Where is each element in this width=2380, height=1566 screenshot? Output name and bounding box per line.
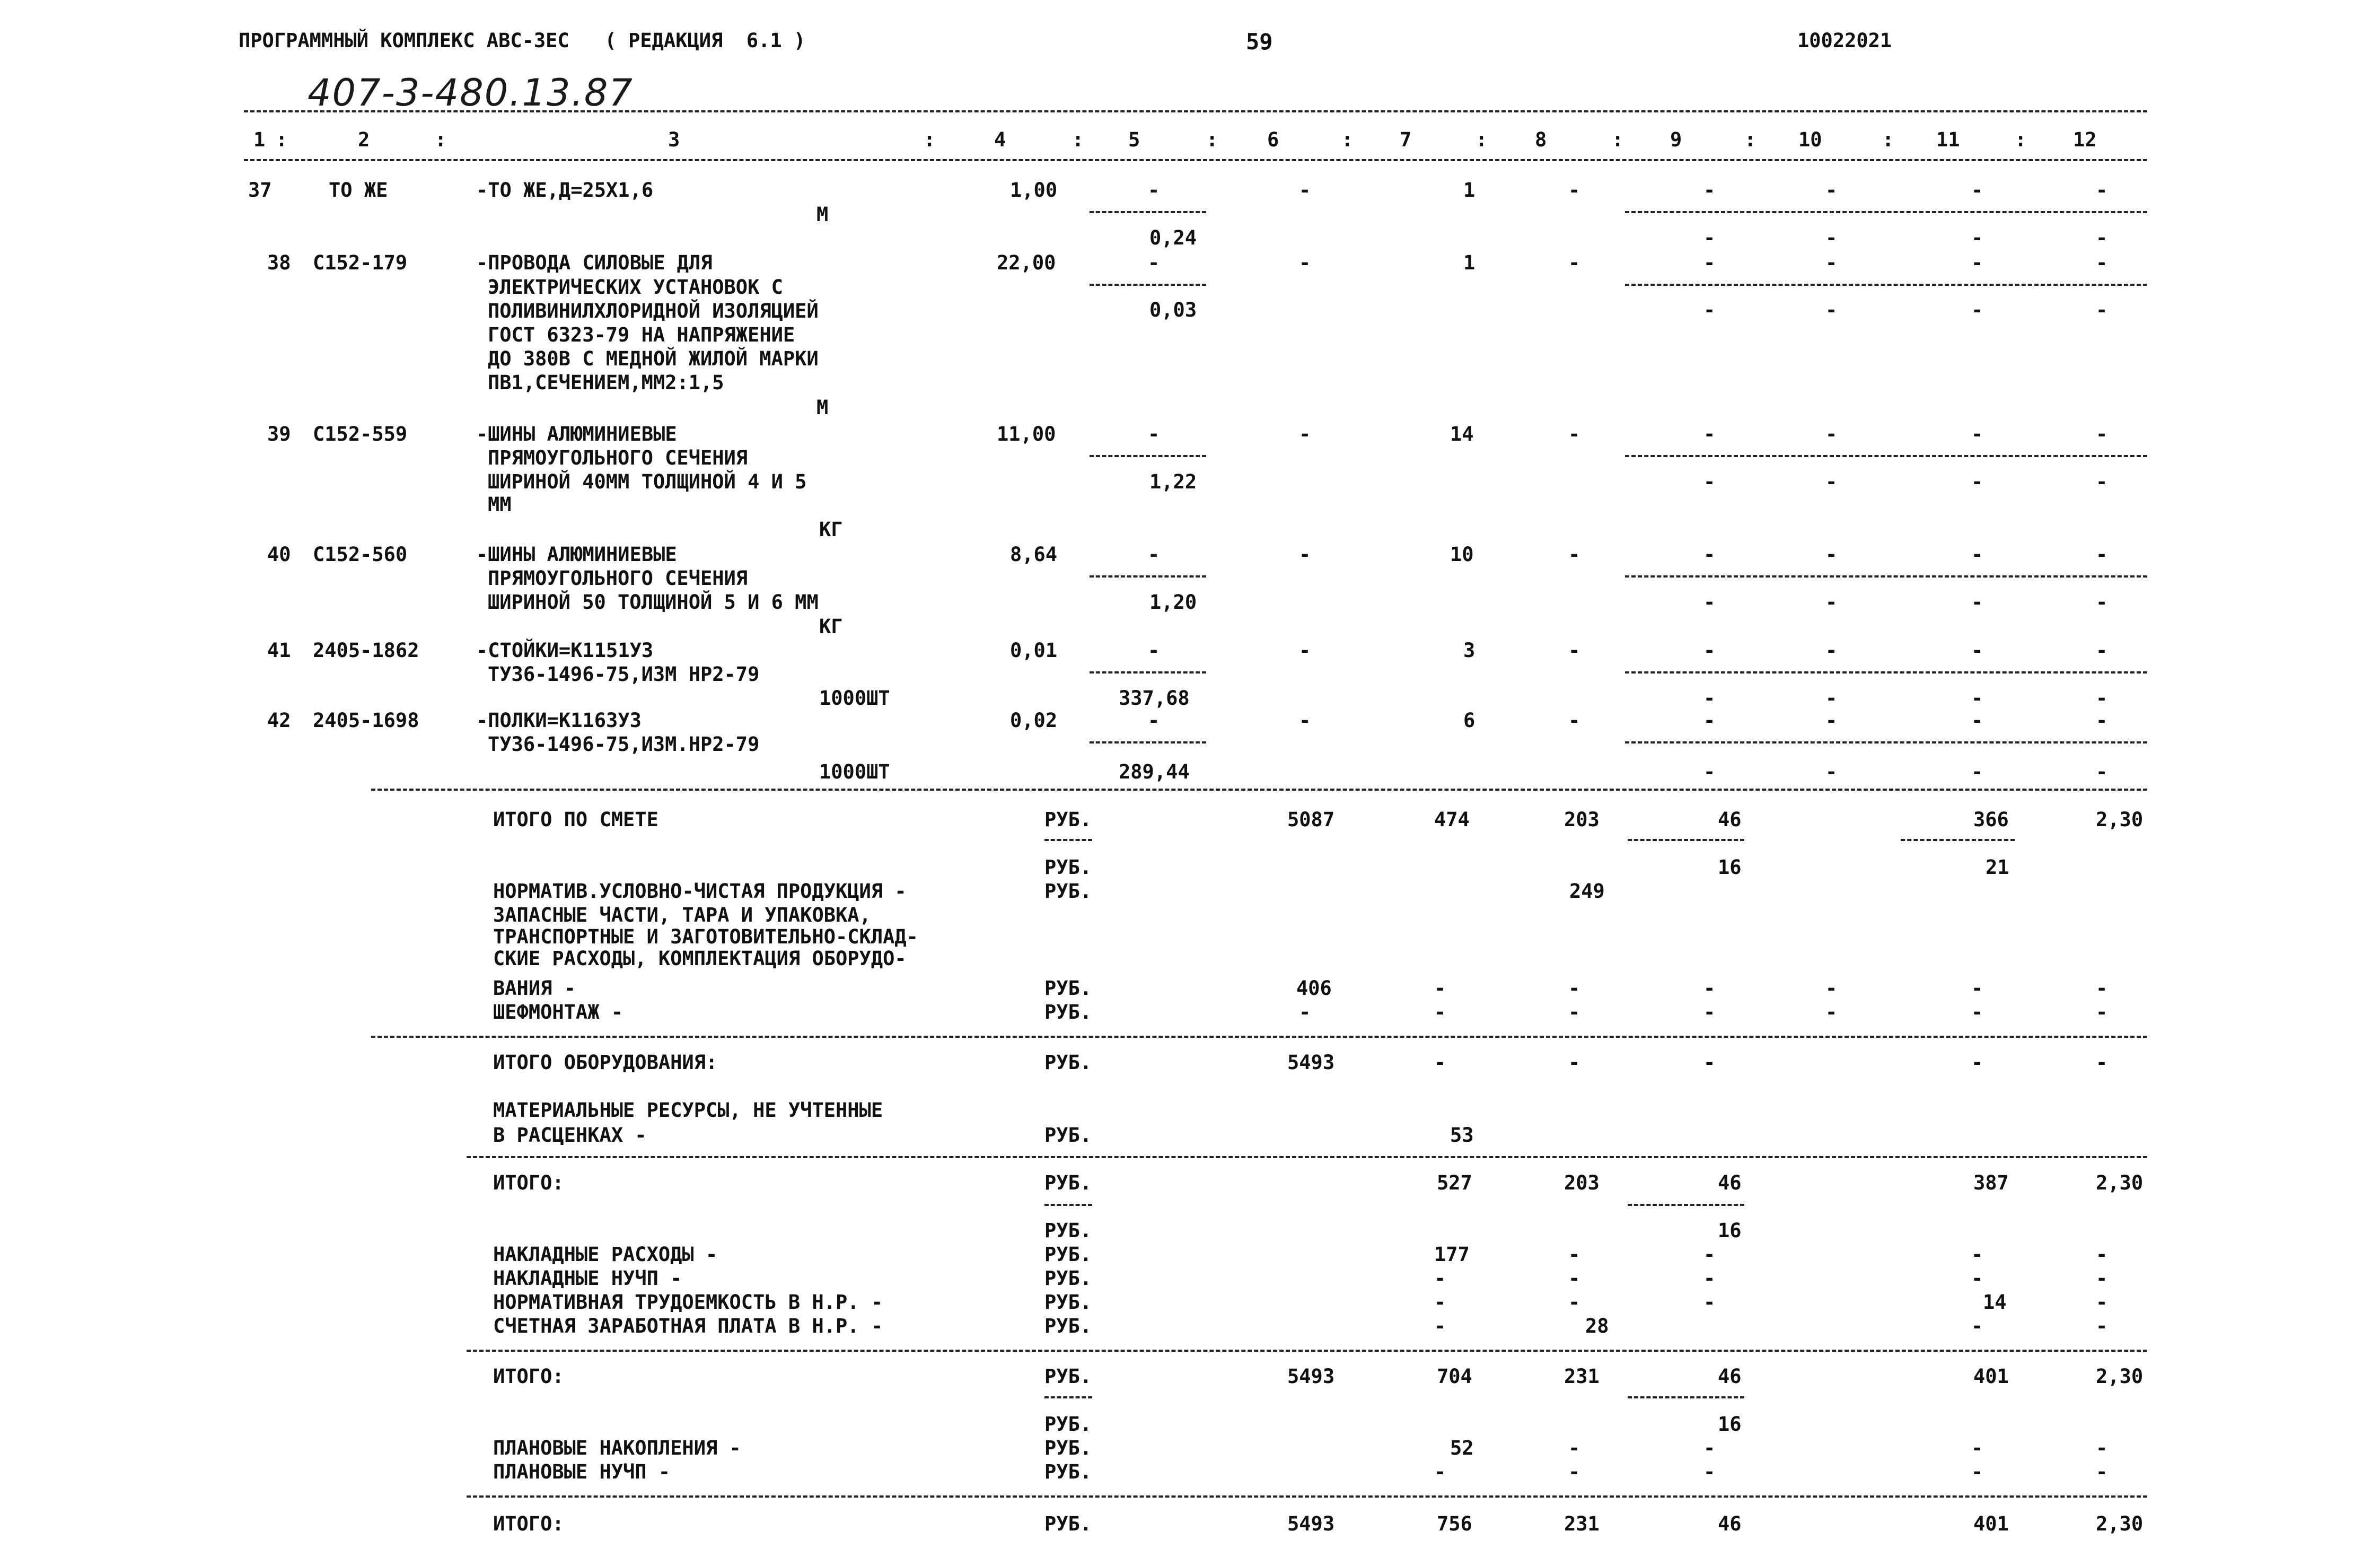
cell-text: 406 — [1296, 977, 1332, 1000]
cell-text: - — [1703, 1051, 1716, 1074]
cell-text: - — [2096, 760, 2108, 783]
cell-text: - — [1971, 179, 1983, 202]
cell-text: 38 — [267, 251, 291, 274]
cell-text: - — [1299, 179, 1311, 202]
cell-text: - — [1568, 1291, 1580, 1314]
cell-text: 16 — [1718, 1413, 1742, 1436]
dashed-divider — [1625, 455, 2147, 457]
cell-text: - — [1971, 299, 1983, 321]
cell-text: 203 — [1564, 1171, 1600, 1194]
cell-text: С152-179 — [313, 251, 408, 274]
cell-text: - — [1971, 591, 1983, 614]
cell-text: - — [1825, 543, 1838, 566]
dashed-divider — [1090, 741, 1206, 743]
cell-text: 756 — [1437, 1512, 1472, 1535]
cell-text: НАКЛАДНЫЕ РАСХОДЫ - — [493, 1243, 718, 1266]
cell-text: 1,22 — [1149, 470, 1197, 493]
cell-text: ВАНИЯ - — [493, 977, 576, 1000]
cell-text: -ПРОВОДА СИЛОВЫЕ ДЛЯ — [476, 251, 713, 274]
cell-text: - — [1703, 423, 1716, 445]
page-number: 59 — [1246, 29, 1273, 55]
cell-text: 1 — [1463, 251, 1476, 274]
cell-text: 22,00 — [997, 251, 1056, 274]
section-rule — [371, 1036, 2147, 1038]
dashed-divider — [1044, 1204, 1092, 1206]
cell-text: - — [2096, 299, 2108, 321]
cell-text: 2405-1698 — [313, 709, 419, 732]
cell-text: 2,30 — [2096, 1171, 2144, 1194]
cell-text: РУБ. — [1044, 1267, 1092, 1290]
cell-text: - — [1148, 543, 1160, 566]
cell-text: - — [1971, 760, 1983, 783]
cell-text: - — [1971, 1243, 1983, 1266]
section-rule — [371, 789, 2147, 791]
cell-text: 21 — [1986, 856, 2009, 879]
handwritten-code: 407-3-480.13.87 — [308, 71, 634, 115]
cell-text: ММ — [488, 493, 512, 516]
cell-text: - — [1825, 299, 1838, 321]
cell-text: - — [2096, 1437, 2108, 1459]
cell-text: - — [1971, 543, 1983, 566]
cell-text: М — [816, 396, 829, 419]
cell-text: 289,44 — [1119, 760, 1190, 783]
cell-text: 0,24 — [1149, 226, 1197, 249]
cell-text: ШИРИНОЙ 40ММ ТОЛЩИНОЙ 4 И 5 — [488, 470, 807, 493]
cell-text: 37 — [248, 179, 272, 202]
dashed-divider — [1628, 839, 1744, 841]
cell-text: - — [1703, 639, 1716, 662]
cell-text: - — [1971, 1460, 1983, 1483]
cell-text: - — [1148, 179, 1160, 202]
cell-text: - — [1825, 709, 1838, 732]
cell-text: - — [1434, 1315, 1446, 1337]
dashed-divider — [1628, 1396, 1744, 1398]
section-rule — [467, 1495, 2147, 1498]
cell-text: - — [1971, 470, 1983, 493]
cell-text: 0,02 — [1010, 709, 1058, 732]
cell-text: - — [1703, 543, 1716, 566]
cell-text: - — [1703, 1460, 1716, 1483]
column-separator: : — [1882, 128, 1894, 151]
cell-text: - — [2096, 1315, 2108, 1337]
cell-text: РУБ. — [1044, 1051, 1092, 1074]
cell-text: - — [1703, 709, 1716, 732]
cell-text: - — [1703, 1267, 1716, 1290]
cell-text: - — [1299, 423, 1311, 445]
cell-text: 1 — [1463, 179, 1476, 202]
cell-text: - — [1568, 1243, 1580, 1266]
cell-text: РУБ. — [1044, 808, 1092, 831]
cell-text: ТО ЖЕ — [329, 179, 388, 202]
cell-text: - — [1703, 1291, 1716, 1314]
cell-text: 16 — [1718, 856, 1742, 879]
cell-text: - — [1148, 251, 1160, 274]
cell-text: - — [1148, 639, 1160, 662]
cell-text: - — [2096, 977, 2108, 1000]
cell-text: - — [1703, 591, 1716, 614]
cell-text: 0,01 — [1010, 639, 1058, 662]
cell-text: - — [1703, 179, 1716, 202]
dashed-divider — [1625, 575, 2147, 578]
dashed-divider — [1625, 741, 2147, 743]
cell-text: - — [1971, 1001, 1983, 1023]
cell-text: - — [1971, 639, 1983, 662]
column-separator: : — [1476, 128, 1488, 151]
cell-text: 39 — [267, 423, 291, 445]
cell-text: 28 — [1585, 1315, 1609, 1337]
cell-text: -ТО ЖЕ,Д=25Х1,6 — [476, 179, 654, 202]
cell-text: - — [1703, 1001, 1716, 1023]
cell-text: В РАСЦЕНКАХ - — [493, 1124, 647, 1147]
dashed-divider — [1625, 211, 2147, 213]
cell-text: - — [1434, 1267, 1446, 1290]
col-header-8: 8 — [1535, 128, 1547, 151]
cell-text: - — [1568, 1267, 1580, 1290]
cell-text: - — [1568, 1460, 1580, 1483]
cell-text: - — [1568, 1437, 1580, 1459]
cell-text: - — [1568, 1001, 1580, 1023]
column-separator: : — [2015, 128, 2027, 151]
cell-text: - — [1299, 1001, 1311, 1023]
cell-text: - — [2096, 639, 2108, 662]
cell-text: 16 — [1718, 1219, 1742, 1242]
cell-text: - — [2096, 1460, 2108, 1483]
dashed-divider — [1628, 1204, 1744, 1206]
cell-text: 14 — [1450, 423, 1474, 445]
cell-text: 8,64 — [1010, 543, 1058, 566]
cell-text: - — [1703, 299, 1716, 321]
cell-text: 1000ШТ — [819, 760, 890, 783]
cell-text: - — [1971, 226, 1983, 249]
cell-text: ИТОГО ОБОРУДОВАНИЯ: — [493, 1051, 718, 1074]
cell-text: - — [1703, 251, 1716, 274]
cell-text: 527 — [1437, 1171, 1472, 1194]
cell-text: - — [1703, 977, 1716, 1000]
cell-text: 41 — [267, 639, 291, 662]
cell-text: С152-560 — [313, 543, 408, 566]
cell-text: 6 — [1463, 709, 1476, 732]
cell-text: ПВ1,СЕЧЕНИЕМ,ММ2:1,5 — [488, 371, 724, 394]
cell-text: СЧЕТНАЯ ЗАРАБОТНАЯ ПЛАТА В Н.Р. - — [493, 1315, 883, 1337]
cell-text: 474 — [1434, 808, 1470, 831]
cell-text: КГ — [819, 615, 843, 638]
cell-text: -ПОЛКИ=К1163У3 — [476, 709, 642, 732]
cell-text: - — [1971, 423, 1983, 445]
cell-text: 10 — [1450, 543, 1474, 566]
dashed-divider — [1090, 211, 1206, 213]
cell-text: - — [1568, 639, 1580, 662]
cell-text: ЗАПАСНЫЕ ЧАСТИ, ТАРА И УПАКОВКА, — [493, 904, 871, 926]
cell-text: - — [2096, 543, 2108, 566]
cell-text: ПРЯМОУГОЛЬНОГО СЕЧЕНИЯ — [488, 567, 748, 590]
cell-text: - — [1568, 1051, 1580, 1074]
cell-text: - — [1703, 760, 1716, 783]
cell-text: С152-559 — [313, 423, 408, 445]
cell-text: -ШИНЫ АЛЮМИНИЕВЫЕ — [476, 423, 677, 445]
table-top-rule — [244, 110, 2147, 112]
cell-text: 704 — [1437, 1365, 1472, 1388]
cell-text: - — [1971, 687, 1983, 710]
cell-text: - — [1434, 1460, 1446, 1483]
cell-text: - — [1971, 977, 1983, 1000]
dashed-divider — [1625, 284, 2147, 286]
cell-text: - — [1825, 470, 1838, 493]
cell-text: РУБ. — [1044, 1437, 1092, 1459]
cell-text: 11,00 — [997, 423, 1056, 445]
cell-text: РУБ. — [1044, 1291, 1092, 1314]
cell-text: 52 — [1450, 1437, 1474, 1459]
column-separator: : — [924, 128, 936, 151]
cell-text: РУБ. — [1044, 1413, 1092, 1436]
dashed-divider — [1090, 455, 1206, 457]
cell-text: 401 — [1973, 1512, 2009, 1535]
section-rule — [467, 1350, 2147, 1352]
cell-text: ЭЛЕКТРИЧЕСКИХ УСТАНОВОК С — [488, 276, 783, 299]
cell-text: - — [1299, 543, 1311, 566]
cell-text: РУБ. — [1044, 1512, 1092, 1535]
document-number: 10022021 — [1797, 29, 1892, 52]
cell-text: 46 — [1718, 1171, 1742, 1194]
cell-text: 366 — [1973, 808, 2009, 831]
cell-text: - — [1825, 251, 1838, 274]
cell-text: ТУ36-1496-75,ИЗМ.НР2-79 — [488, 733, 760, 756]
cell-text: - — [2096, 1051, 2108, 1074]
cell-text: - — [2096, 1291, 2108, 1314]
cell-text: 46 — [1718, 1365, 1742, 1388]
col-header-11: 11 — [1936, 128, 1960, 151]
cell-text: - — [2096, 226, 2108, 249]
cell-text: - — [2096, 709, 2108, 732]
cell-text: 2,30 — [2096, 808, 2144, 831]
cell-text: - — [1971, 1437, 1983, 1459]
col-header-2: 2 — [358, 128, 370, 151]
cell-text: - — [1971, 1315, 1983, 1337]
cell-text: РУБ. — [1044, 1171, 1092, 1194]
col-header-7: 7 — [1400, 128, 1412, 151]
cell-text: - — [1434, 977, 1446, 1000]
section-rule — [467, 1156, 2147, 1158]
cell-text: - — [1825, 760, 1838, 783]
cell-text: 387 — [1973, 1171, 2009, 1194]
cell-text: - — [1703, 687, 1716, 710]
cell-text: - — [1825, 226, 1838, 249]
cell-text: СКИЕ РАСХОДЫ, КОМПЛЕКТАЦИЯ ОБОРУДО- — [493, 947, 907, 970]
column-separator: : — [435, 128, 447, 151]
cell-text: ТУ36-1496-75,ИЗМ НР2-79 — [488, 663, 760, 686]
cell-text: - — [2096, 179, 2108, 202]
cell-text: ИТОГО: — [493, 1171, 564, 1194]
dashed-divider — [1901, 839, 2015, 841]
cell-text: НОРМАТИВ.УСЛОВНО-ЧИСТАЯ ПРОДУКЦИЯ - — [493, 880, 907, 903]
cell-text: - — [1825, 639, 1838, 662]
cell-text: 337,68 — [1119, 687, 1190, 710]
cell-text: - — [1825, 977, 1838, 1000]
col-header-9: 9 — [1670, 128, 1682, 151]
cell-text: - — [1703, 1243, 1716, 1266]
column-separator: : — [1072, 128, 1084, 151]
cell-text: 2,30 — [2096, 1512, 2144, 1535]
col-header-6: 6 — [1267, 128, 1279, 151]
cell-text: 1,00 — [1010, 179, 1058, 202]
cell-text: - — [1434, 1001, 1446, 1023]
cell-text: - — [1971, 1051, 1983, 1074]
cell-text: РУБ. — [1044, 1315, 1092, 1337]
cell-text: НАКЛАДНЫЕ НУЧП - — [493, 1267, 682, 1290]
cell-text: - — [2096, 1001, 2108, 1023]
cell-text: ИТОГО: — [493, 1365, 564, 1388]
cell-text: - — [1299, 709, 1311, 732]
cell-text: - — [1703, 226, 1716, 249]
cell-text: - — [1825, 687, 1838, 710]
cell-text: 1,20 — [1149, 591, 1197, 614]
cell-text: - — [1434, 1051, 1446, 1074]
program-header: ПРОГРАММНЫЙ КОМПЛЕКС АВС-ЗЕС ( РЕДАКЦИЯ 6.1 ) — [239, 29, 806, 52]
cell-text: ДО 380В С МЕДНОЙ ЖИЛОЙ МАРКИ — [488, 347, 819, 370]
cell-text: ИТОГО ПО СМЕТЕ — [493, 808, 658, 831]
cell-text: 1000ШТ — [819, 687, 890, 710]
cell-text: ШЕФМОНТАЖ - — [493, 1001, 623, 1023]
cell-text: ШИРИНОЙ 50 ТОЛЩИНОЙ 5 И 6 ММ — [488, 591, 819, 614]
cell-text: 42 — [267, 709, 291, 732]
cell-text: КГ — [819, 518, 843, 541]
dashed-divider — [1044, 839, 1092, 841]
cell-text: - — [2096, 1267, 2108, 1290]
cell-text: РУБ. — [1044, 1365, 1092, 1388]
cell-text: РУБ. — [1044, 977, 1092, 1000]
cell-text: РУБ. — [1044, 856, 1092, 879]
dashed-divider — [1625, 671, 2147, 673]
cell-text: - — [1434, 1291, 1446, 1314]
cell-text: - — [1703, 470, 1716, 493]
cell-text: 0,03 — [1149, 299, 1197, 321]
cell-text: - — [2096, 591, 2108, 614]
cell-text: - — [1703, 1437, 1716, 1459]
dashed-divider — [1090, 671, 1206, 673]
header-bottom-rule — [244, 159, 2147, 161]
cell-text: 2405-1862 — [313, 639, 419, 662]
column-separator: : — [276, 128, 288, 151]
column-separator: : — [1612, 128, 1624, 151]
cell-text: - — [1148, 709, 1160, 732]
cell-text: ИТОГО: — [493, 1512, 564, 1535]
cell-text: 401 — [1973, 1365, 2009, 1388]
cell-text: - — [1825, 179, 1838, 202]
cell-text: - — [1971, 709, 1983, 732]
cell-text: 5493 — [1287, 1051, 1335, 1074]
cell-text: - — [1299, 639, 1311, 662]
cell-text: - — [1568, 977, 1580, 1000]
cell-text: - — [2096, 687, 2108, 710]
cell-text: РУБ. — [1044, 1243, 1092, 1266]
cell-text: 5087 — [1287, 808, 1335, 831]
cell-text: ГОСТ 6323-79 НА НАПРЯЖЕНИЕ — [488, 323, 795, 346]
cell-text: - — [1971, 251, 1983, 274]
col-header-1: 1 — [253, 128, 266, 151]
cell-text: - — [1568, 251, 1580, 274]
dashed-divider — [1090, 575, 1206, 578]
cell-text: РУБ. — [1044, 1460, 1092, 1483]
cell-text: РУБ. — [1044, 1124, 1092, 1147]
cell-text: - — [1568, 709, 1580, 732]
cell-text: - — [2096, 470, 2108, 493]
cell-text: РУБ. — [1044, 1001, 1092, 1023]
cell-text: - — [2096, 1243, 2108, 1266]
cell-text: - — [1568, 423, 1580, 445]
cell-text: 5493 — [1287, 1512, 1335, 1535]
column-separator: : — [1341, 128, 1354, 151]
cell-text: 177 — [1434, 1243, 1470, 1266]
cell-text: М — [816, 203, 829, 226]
cell-text: 249 — [1569, 880, 1605, 903]
cell-text: - — [1825, 423, 1838, 445]
cell-text: - — [1568, 179, 1580, 202]
cell-text: ТРАНСПОРТНЫЕ И ЗАГОТОВИТЕЛЬНО-СКЛАД- — [493, 925, 918, 948]
dashed-divider — [1044, 1396, 1092, 1398]
cell-text: 5493 — [1287, 1365, 1335, 1388]
cell-text: 53 — [1450, 1124, 1474, 1147]
cell-text: ПРЯМОУГОЛЬНОГО СЕЧЕНИЯ — [488, 447, 748, 469]
cell-text: - — [1971, 1267, 1983, 1290]
cell-text: - — [1825, 591, 1838, 614]
cell-text: 231 — [1564, 1512, 1600, 1535]
cell-text: 14 — [1983, 1291, 2007, 1314]
cell-text: 46 — [1718, 1512, 1742, 1535]
cell-text: - — [1148, 423, 1160, 445]
cell-text: - — [2096, 251, 2108, 274]
col-header-5: 5 — [1128, 128, 1140, 151]
col-header-12: 12 — [2073, 128, 2097, 151]
cell-text: -ШИНЫ АЛЮМИНИЕВЫЕ — [476, 543, 677, 566]
cell-text: ПЛАНОВЫЕ НАКОПЛЕНИЯ - — [493, 1437, 741, 1459]
col-header-4: 4 — [994, 128, 1006, 151]
cell-text: МАТЕРИАЛЬНЫЕ РЕСУРСЫ, НЕ УЧТЕННЫЕ — [493, 1099, 883, 1122]
cell-text: ПОЛИВИНИЛХЛОРИДНОЙ ИЗОЛЯЦИЕЙ — [488, 300, 819, 322]
cell-text: - — [1825, 1001, 1838, 1023]
cell-text: - — [1568, 543, 1580, 566]
col-header-3: 3 — [668, 128, 680, 151]
cell-text: ПЛАНОВЫЕ НУЧП - — [493, 1460, 671, 1483]
col-header-10: 10 — [1798, 128, 1822, 151]
cell-text: 46 — [1718, 808, 1742, 831]
dashed-divider — [1090, 284, 1206, 286]
cell-text: 203 — [1564, 808, 1600, 831]
cell-text: 3 — [1463, 639, 1476, 662]
cell-text: НОРМАТИВНАЯ ТРУДОЕМКОСТЬ В Н.Р. - — [493, 1291, 883, 1314]
cell-text: -СТОЙКИ=К1151У3 — [476, 639, 654, 662]
cell-text: РУБ. — [1044, 1219, 1092, 1242]
cell-text: 2,30 — [2096, 1365, 2144, 1388]
cell-text: 231 — [1564, 1365, 1600, 1388]
column-separator: : — [1744, 128, 1757, 151]
column-separator: : — [1206, 128, 1218, 151]
cell-text: - — [2096, 423, 2108, 445]
cell-text: 40 — [267, 543, 291, 566]
cell-text: РУБ. — [1044, 880, 1092, 903]
cell-text: - — [1299, 251, 1311, 274]
